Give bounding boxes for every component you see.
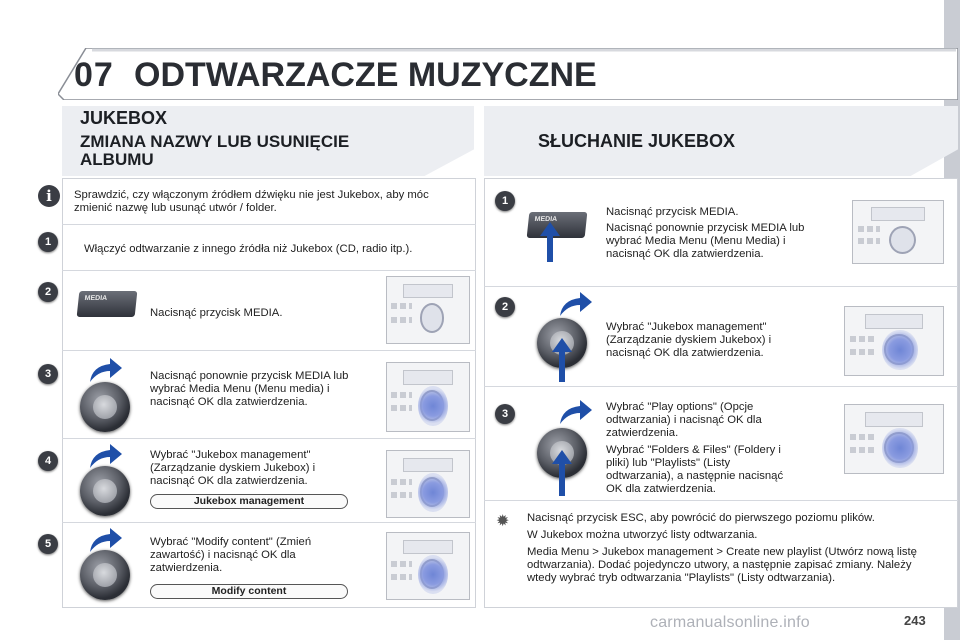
tip-note: W Jukebox można utworzyć listy odtwarzania. bbox=[527, 529, 758, 541]
jukebox-management-label: Jukebox management bbox=[150, 494, 348, 509]
radio-unit-illustration bbox=[844, 404, 944, 474]
info-icon: i bbox=[38, 185, 60, 207]
media-button[interactable]: MEDIA bbox=[527, 212, 588, 238]
rotary-knob-icon[interactable] bbox=[80, 550, 130, 600]
step-row bbox=[62, 270, 476, 271]
step-text: Włączyć odtwarzanie z innego źródła niż Jukebox (CD, radio itp.). bbox=[84, 243, 413, 255]
step-row bbox=[62, 350, 476, 351]
arrow-icon bbox=[556, 290, 596, 318]
modify-content-label: Modify content bbox=[150, 584, 348, 599]
tip-note: Nacisnąć przycisk ESC, aby powrócić do pierwszego poziomu plików. bbox=[527, 512, 875, 524]
step-text: Wybrać "Jukebox management" (Zarządzanie dyskiem Jukebox) i nacisnąć OK dla zatwierdzenia. bbox=[150, 449, 316, 487]
step-row bbox=[62, 224, 476, 225]
step-number-badge: 3 bbox=[495, 404, 515, 424]
radio-unit-illustration bbox=[852, 200, 944, 264]
step-number-badge: 5 bbox=[38, 534, 58, 554]
media-button[interactable]: MEDIA bbox=[77, 291, 138, 317]
step-number-badge: 3 bbox=[38, 364, 58, 384]
radio-unit-illustration bbox=[386, 362, 470, 432]
arrow-up-icon bbox=[552, 338, 572, 382]
radio-unit-illustration bbox=[386, 450, 470, 518]
step-row bbox=[484, 286, 958, 287]
watermark: carmanualsonline.info bbox=[650, 614, 810, 631]
step-text: Wybrać "Folders & Files" (Foldery i pliki) lub "Playlists" (Listy odtwarzania), a następnie nacisnąć OK dla zatwierdzenia. bbox=[606, 444, 784, 495]
step-text: Wybrać "Play options" (Opcje odtwarzania) i nacisnąć OK dla zatwierdzenia. bbox=[606, 401, 762, 439]
step-row bbox=[62, 438, 476, 439]
step-text: Nacisnąć przycisk MEDIA. bbox=[606, 206, 739, 218]
arrow-icon bbox=[556, 398, 596, 426]
page-number: 243 bbox=[904, 613, 926, 628]
chapter-number: 07 bbox=[74, 56, 114, 94]
arrow-up-icon bbox=[552, 450, 572, 496]
step-text: Nacisnąć ponownie przycisk MEDIA lub wybrać Media Menu (Menu media) i nacisnąć OK dla zatwierdzenia. bbox=[150, 370, 349, 408]
step-text: Nacisnąć przycisk MEDIA. bbox=[150, 307, 283, 319]
tip-note: Media Menu > Jukebox management > Create new playlist (Utwórz nową listę odtwarzania). Dodać pojedynczo utwory, a następnie zapisać zmiany. Należy wtedy wybrać tryb odtwarzania "Playlists" (Listy odtwarzania). bbox=[527, 546, 917, 584]
step-number-badge: 1 bbox=[38, 232, 58, 252]
step-number-badge: 2 bbox=[495, 297, 515, 317]
section-title-listening: SŁUCHANIE JUKEBOX bbox=[538, 131, 736, 151]
radio-unit-illustration bbox=[386, 532, 470, 600]
step-text: Nacisnąć ponownie przycisk MEDIA lub wybrać Media Menu (Menu Media) i nacisnąć OK dla zatwierdzenia. bbox=[606, 222, 805, 260]
radio-unit-illustration bbox=[844, 306, 944, 376]
section-subtitle: ZMIANA NAZWY LUB USUNIĘCIE ALBUMU bbox=[80, 132, 350, 169]
step-text: Wybrać "Modify content" (Zmień zawartość) i nacisnąć OK dla zatwierdzenia. bbox=[150, 536, 312, 574]
notes-divider bbox=[484, 500, 958, 501]
step-number-badge: 2 bbox=[38, 282, 58, 302]
step-row bbox=[484, 386, 958, 387]
step-number-badge: 4 bbox=[38, 451, 58, 471]
sun-icon: ✹ bbox=[496, 513, 510, 530]
step-row bbox=[62, 522, 476, 523]
chapter-title: ODTWARZACZE MUZYCZNE bbox=[134, 56, 597, 94]
arrow-icon bbox=[86, 356, 126, 384]
rotary-knob-icon[interactable] bbox=[80, 382, 130, 432]
info-text: Sprawdzić, czy włączonym źródłem dźwięku nie jest Jukebox, aby móc zmienić nazwę lub usunąć utwór / folder. bbox=[74, 189, 429, 214]
step-text: Wybrać "Jukebox management" (Zarządzanie dyskiem Jukebox) i nacisnąć OK dla zatwierdzenia. bbox=[606, 321, 772, 359]
section-title-jukebox: JUKEBOX bbox=[80, 108, 168, 128]
radio-unit-illustration bbox=[386, 276, 470, 344]
step-number-badge: 1 bbox=[495, 191, 515, 211]
arrow-up-icon bbox=[540, 222, 560, 262]
rotary-knob-icon[interactable] bbox=[80, 466, 130, 516]
